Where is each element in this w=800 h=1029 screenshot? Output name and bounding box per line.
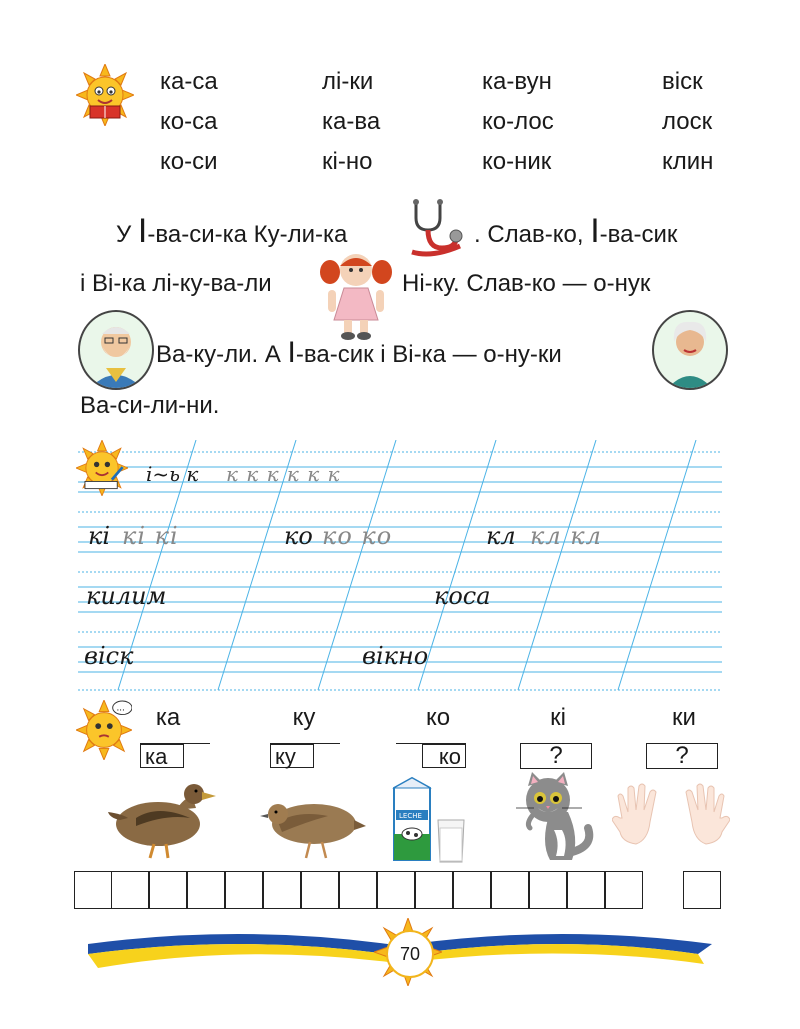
writing-sample-ko: ко [284, 522, 313, 550]
syllable: лоск [662, 108, 713, 135]
syllable: ко-ник [482, 148, 552, 175]
letter-cell[interactable] [567, 871, 605, 909]
reading-line-4: Ва-си-ли-ни. [80, 392, 220, 419]
syllable: ко-си [160, 148, 218, 175]
task-syllable-ki-i: кі [550, 704, 566, 731]
task-syllable-ky: ки [672, 704, 696, 731]
grandfather-icon [80, 312, 152, 388]
letter-cell[interactable] [453, 871, 491, 909]
sun-writing-icon [76, 440, 128, 496]
letter-cell[interactable] [187, 871, 225, 909]
answer-box-duck[interactable]: ка [140, 744, 184, 768]
answer-line-duck [140, 743, 210, 770]
letter-cell-extra[interactable] [683, 871, 721, 909]
syllable: ко-лос [482, 108, 554, 135]
letter-cell[interactable] [263, 871, 301, 909]
syllable: ка-са [160, 68, 218, 95]
reading-line-2-end: Ні-ку. Слав-ко — о-нук [402, 270, 651, 297]
letter-cell[interactable] [529, 871, 567, 909]
question-mark-cat: ? [549, 742, 563, 769]
letter-cell[interactable] [225, 871, 263, 909]
writing-trace-kl: кл кл [530, 522, 602, 550]
sun-reading-icon [76, 64, 134, 126]
doll-icon [318, 250, 394, 342]
reading-line-3: Ва-ку-ли. А І-ва-сик і Ві-ка — о-ну-ки [156, 336, 562, 369]
syllable: віск [662, 68, 703, 95]
partridge-icon [258, 788, 368, 860]
writing-sample-ki: кі [88, 522, 111, 550]
letter-cell[interactable] [149, 871, 187, 909]
writing-sample-row1: і~ь к [146, 462, 199, 486]
grandmother-portrait [652, 310, 728, 390]
letter-cell[interactable] [491, 871, 529, 909]
task-syllable-ko: ко [425, 704, 451, 731]
answer-box-milk[interactable]: ко [422, 744, 466, 768]
milk-carton-icon [388, 774, 472, 864]
syllable: ка-ва [322, 108, 381, 135]
grandmother-icon [654, 312, 726, 388]
letter-cell[interactable] [339, 871, 377, 909]
answer-box-partridge[interactable]: ку [270, 744, 314, 768]
writing-word-vikno: вікно [362, 642, 429, 670]
grandfather-portrait [78, 310, 154, 390]
letter-cell[interactable] [377, 871, 415, 909]
question-mark-hands: ? [675, 742, 689, 769]
writing-sample-kl: кл [486, 522, 516, 550]
writing-trace-row1: к к к к к к [226, 462, 341, 486]
writing-word-visk: віск [84, 642, 134, 670]
answer-box-cat[interactable] [520, 743, 592, 769]
milk-carton-label: LECHE [399, 812, 422, 820]
task-syllable-ku: ку [292, 704, 316, 731]
reading-line-1-end: . Слав-ко, І-ва-сик [474, 212, 678, 250]
syllable: кі-но [322, 148, 373, 175]
letter-cell[interactable] [301, 871, 339, 909]
reading-line-1: У І-ва-си-ка Ку-ли-ка [116, 212, 348, 250]
page-number: 70 [386, 930, 434, 978]
letter-cell[interactable] [605, 871, 643, 909]
duck-icon [106, 774, 218, 860]
letter-cell[interactable] [74, 871, 112, 909]
hands-icon [612, 778, 730, 856]
task-syllable-ka: ка [155, 704, 181, 731]
syllable: клин [662, 148, 714, 175]
reading-line-2: і Ві-ка лі-ку-ва-ли [80, 270, 272, 297]
svg-text:...: ... [116, 703, 125, 714]
writing-word-kylym: килим [86, 582, 167, 610]
syllable: ка-вун [482, 68, 552, 95]
letter-cell[interactable] [415, 871, 453, 909]
answer-line-partridge [270, 743, 340, 770]
syllable: лі-ки [322, 68, 374, 95]
answer-box-hands[interactable] [646, 743, 718, 769]
stethoscope-icon [402, 196, 466, 258]
writing-trace-ki: кі кі [122, 522, 179, 550]
writing-word-kosa: коса [434, 582, 491, 610]
letter-cell[interactable] [111, 871, 149, 909]
sun-thinking-icon [76, 700, 132, 760]
writing-trace-ko: ко ко [322, 522, 393, 550]
answer-line-milk [396, 743, 466, 770]
syllable: ко-са [160, 108, 218, 135]
cat-icon [510, 772, 596, 864]
